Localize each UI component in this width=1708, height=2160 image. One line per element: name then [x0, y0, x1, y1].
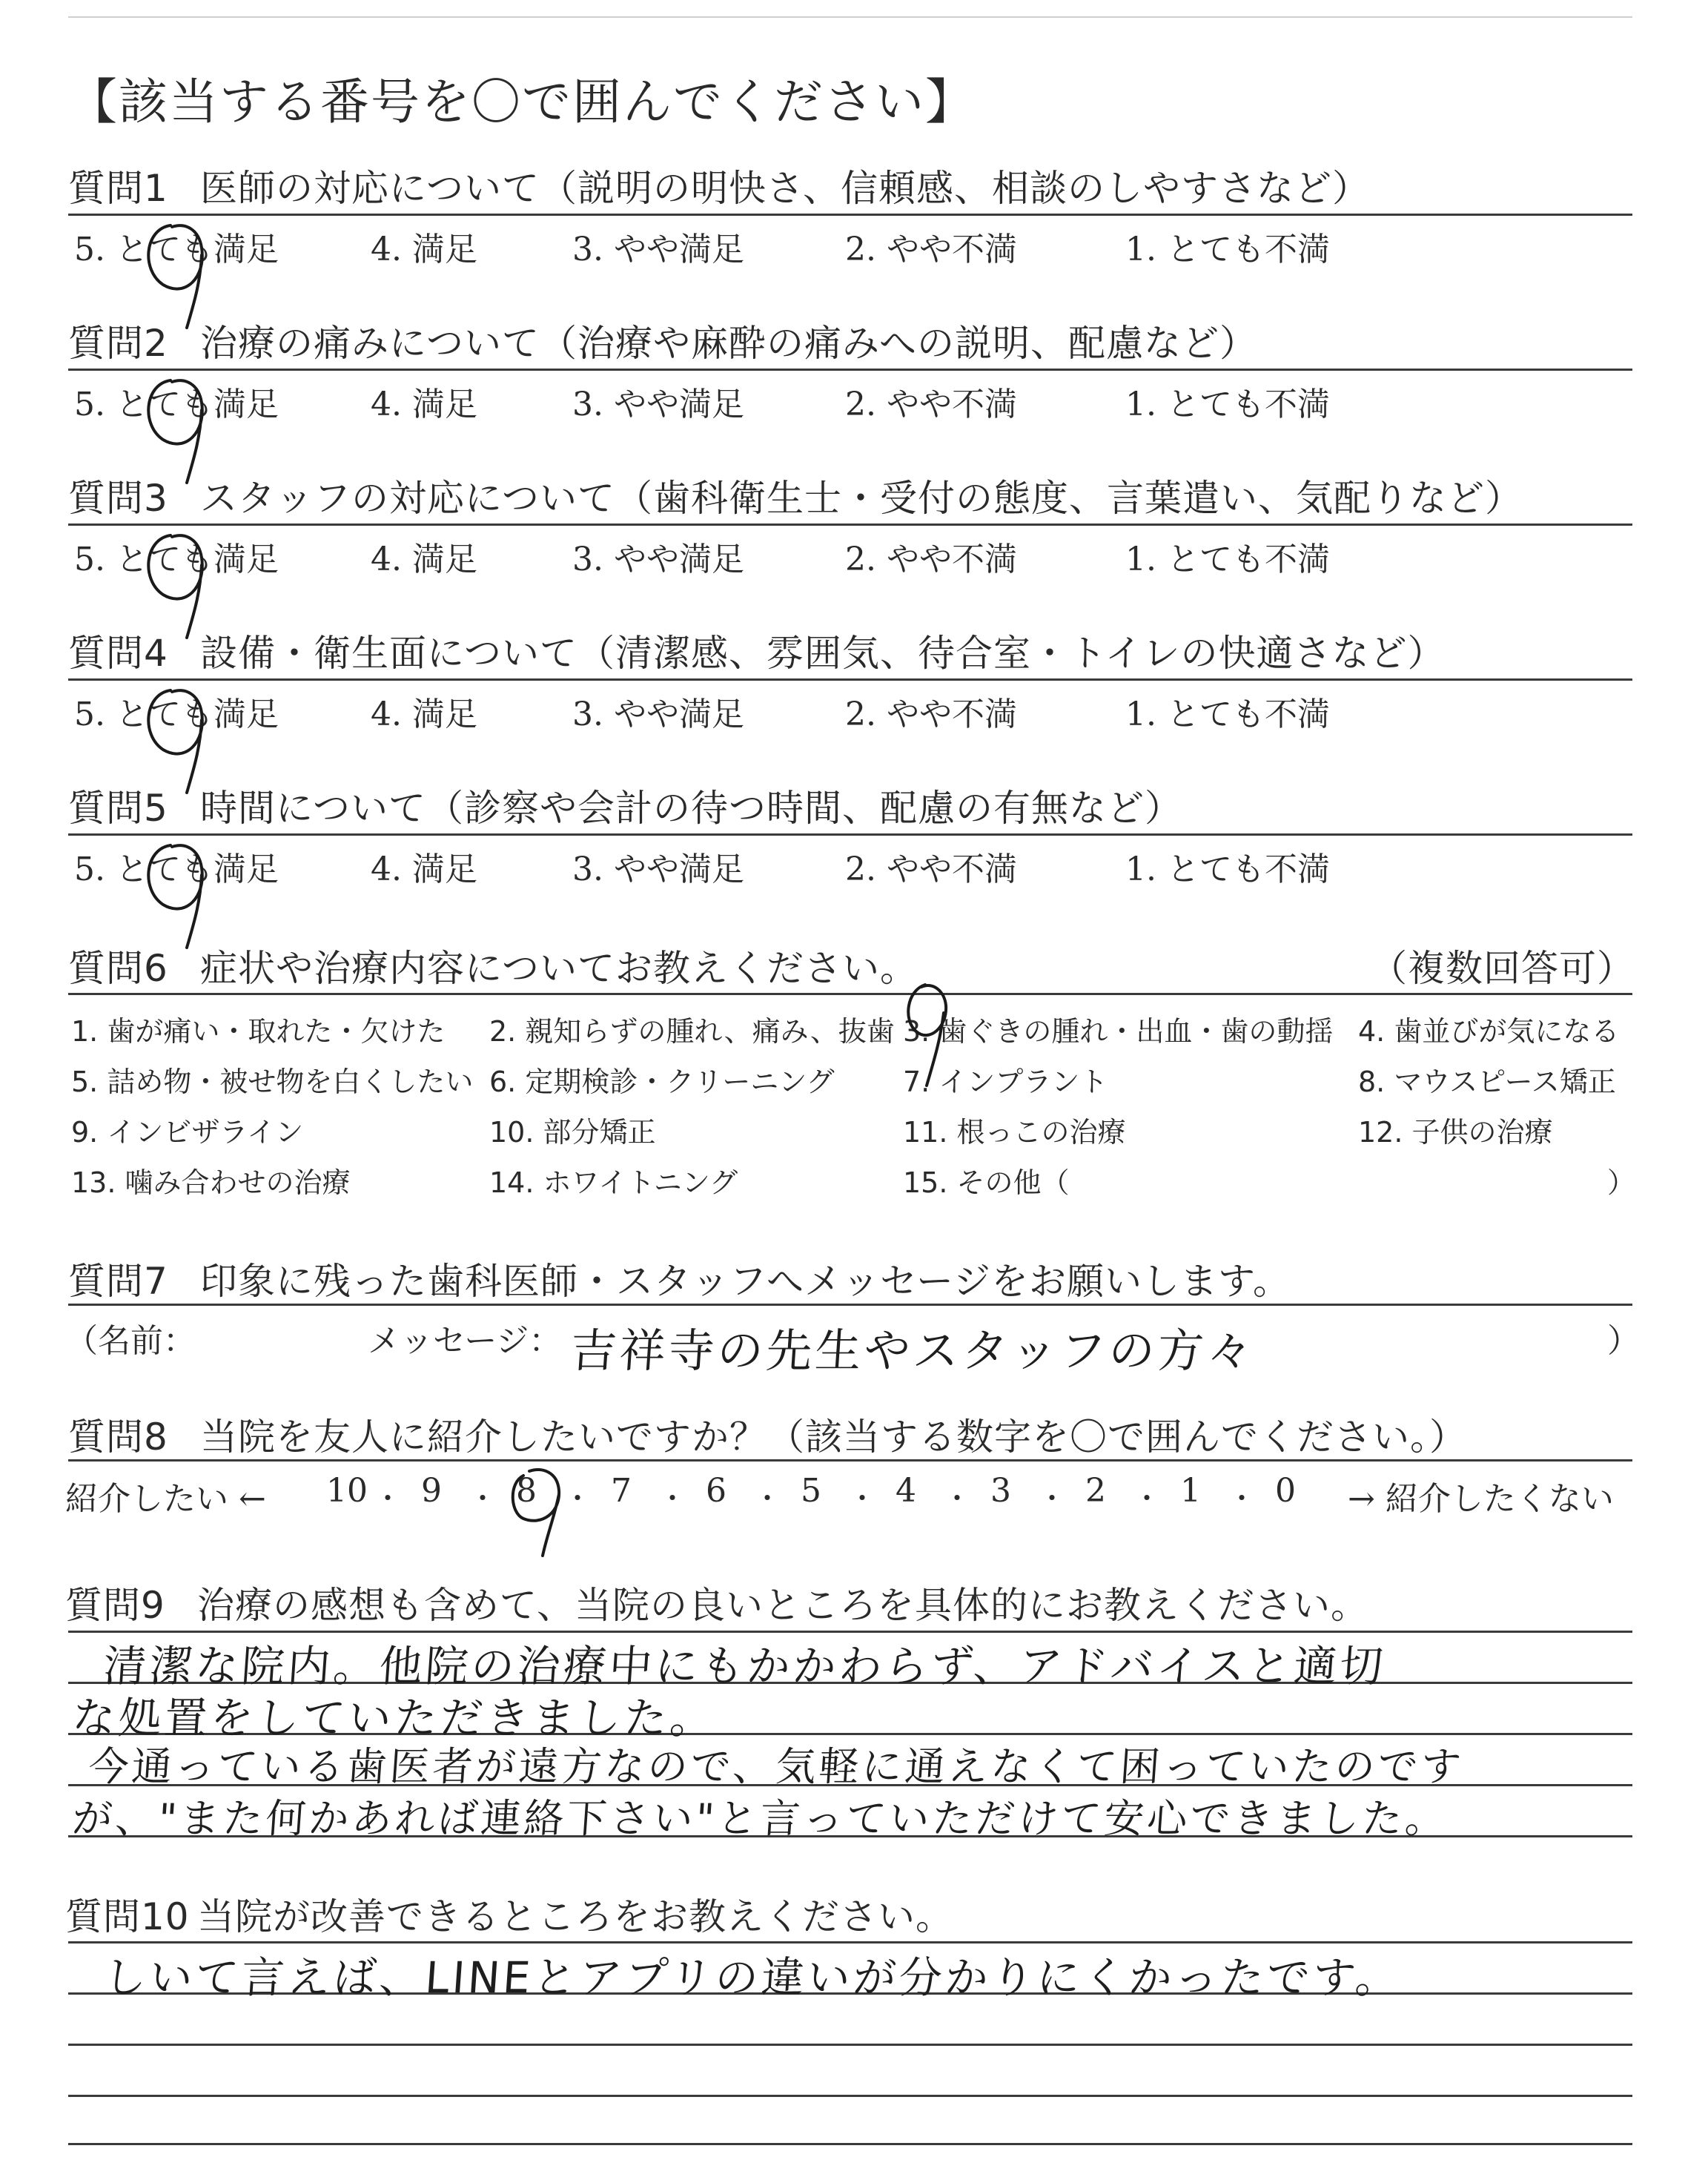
rating-option[interactable]: 4. 満足 [371, 696, 477, 733]
symptom-option[interactable]: 1. 歯が痛い・取れた・欠けた [71, 1015, 446, 1048]
underline [68, 1304, 1632, 1306]
question-text: 症状や治療内容についてお教えください。 [200, 947, 918, 990]
rating-option[interactable]: 3. やや満足 [572, 541, 744, 578]
underline [68, 833, 1632, 836]
rating-option[interactable]: 4. 満足 [371, 386, 477, 423]
handwritten-answer-line: な処置をしていただきました。 [70, 1693, 718, 1743]
question-2-title [68, 314, 1257, 367]
underline [68, 1459, 1632, 1462]
symptom-option[interactable]: 15. その他（ [903, 1166, 1070, 1199]
rating-option[interactable]: 2. やや不満 [845, 386, 1017, 423]
question-number: 質問7 [68, 1260, 168, 1303]
scale-separator: ・ [563, 1482, 592, 1515]
symptom-option[interactable]: 4. 歯並びが気になる [1358, 1015, 1620, 1048]
scale-value[interactable]: 2 [1085, 1472, 1106, 1510]
symptom-option[interactable]: 10. 部分矯正 [489, 1116, 656, 1149]
rating-option[interactable]: 2. やや不満 [845, 696, 1017, 733]
question-number: 質問4 [68, 632, 168, 675]
question-text: 印象に残った歯科医師・スタッフへメッセージをお願いします。 [200, 1260, 1291, 1303]
question-text: 医師の対応について（説明の明快さ、信頼感、相談のしやすさなど） [200, 167, 1370, 210]
rating-option[interactable]: 1. とても不満 [1125, 541, 1330, 578]
scale-separator: ・ [1228, 1482, 1257, 1515]
question-10-title [65, 1887, 953, 1941]
scale-value[interactable]: 4 [896, 1472, 916, 1510]
symptom-option[interactable]: 7. インプラント [903, 1066, 1108, 1098]
rating-option[interactable]: 1. とても不満 [1125, 696, 1330, 733]
question-number: 質問5 [68, 787, 168, 830]
scale-separator: ・ [1133, 1482, 1162, 1515]
not-recommend-label: → 紹介したくない [1348, 1480, 1614, 1518]
question-text: 治療の痛みについて（治療や麻酔の痛みへの説明、配慮など） [200, 322, 1257, 365]
symptom-option[interactable]: 14. ホワイトニング [489, 1166, 738, 1199]
question-9-title [65, 1576, 1368, 1629]
question-3-title [68, 469, 1523, 522]
scale-separator: ・ [1038, 1482, 1067, 1515]
symptom-option[interactable]: 8. マウスピース矯正 [1358, 1066, 1616, 1098]
handwritten-answer-line: しいて言えば、LINEとアプリの違いが分かりにくかったです。 [102, 1952, 1403, 2003]
question-number: 質問9 [65, 1584, 165, 1627]
question-text: 設備・衛生面について（清潔感、雰囲気、待合室・トイレの快適さなど） [200, 632, 1446, 675]
recommend-label: 紹介したい ← [65, 1480, 266, 1518]
symptom-option[interactable]: 6. 定期検診・クリーニング [489, 1066, 835, 1098]
scale-separator: ・ [658, 1482, 687, 1515]
handwritten-answer-line: 今通っている歯医者が遠方なので、気軽に通えなくて困っていたのです [87, 1743, 1466, 1790]
rating-option[interactable]: 5. とても満足 [74, 231, 279, 268]
question-text: 当院が改善できるところをお教えください。 [197, 1895, 953, 1938]
question-number: 質問2 [68, 322, 168, 365]
underline [68, 214, 1632, 216]
rating-option[interactable]: 5. とても満足 [74, 386, 279, 423]
rating-option[interactable]: 2. やや不満 [845, 541, 1017, 578]
rating-option[interactable]: 3. やや満足 [572, 386, 744, 423]
scale-value[interactable]: 3 [990, 1472, 1011, 1510]
underline [68, 524, 1632, 526]
symptom-option[interactable]: 9. インビザライン [71, 1116, 304, 1149]
scale-value[interactable]: 6 [706, 1472, 726, 1510]
handwritten-answer-line: が、"また何かあれば連絡下さい"と言っていただけて安心できました。 [70, 1795, 1450, 1842]
question-number: 質問3 [68, 477, 168, 520]
page-title: 【該当する番号を〇で囲んでください】 [68, 73, 976, 131]
rating-option[interactable]: 3. やや満足 [572, 696, 744, 733]
answer-line [68, 2044, 1632, 2046]
handwritten-message: 吉祥寺の先生やスタッフの方々 [569, 1324, 1258, 1378]
question-text: 時間について（診察や会計の待つ時間、配慮の有無など） [200, 787, 1182, 830]
question-4-title [68, 624, 1446, 677]
scale-value[interactable]: 0 [1275, 1472, 1296, 1510]
scale-separator: ・ [848, 1482, 877, 1515]
question-text: 当院を友人に紹介したいですか？（該当する数字を〇で囲んでください。） [200, 1416, 1467, 1459]
scale-separator: ・ [469, 1482, 497, 1515]
scale-value[interactable]: 7 [611, 1472, 632, 1510]
scale-value[interactable]: 1 [1180, 1472, 1201, 1510]
question-6-title [68, 939, 918, 992]
close-paren: ） [1607, 1166, 1636, 1199]
question-number: 質問8 [68, 1416, 168, 1459]
rating-option[interactable]: 1. とても不満 [1125, 851, 1330, 888]
question-text: 治療の感想も含めて、当院の良いところを具体的にお教えください。 [197, 1584, 1368, 1627]
symptom-option[interactable]: 12. 子供の治療 [1358, 1116, 1553, 1149]
question-8-title [68, 1407, 1467, 1461]
question-number: 質問10 [65, 1895, 190, 1938]
rating-option[interactable]: 3. やや満足 [572, 851, 744, 888]
rating-option[interactable]: 1. とても不満 [1125, 386, 1330, 423]
rating-option[interactable]: 3. やや満足 [572, 231, 744, 268]
multiple-answers-note: （複数回答可） [1370, 947, 1635, 990]
rating-option[interactable]: 4. 満足 [371, 231, 477, 268]
question-number: 質問6 [68, 947, 168, 990]
question-5-title [68, 779, 1182, 832]
close-paren: ） [1607, 1322, 1640, 1360]
question-number: 質問1 [68, 167, 168, 210]
name-label: （名前： [65, 1322, 196, 1360]
symptom-option[interactable]: 2. 親知らずの腫れ、痛み、抜歯 [489, 1015, 895, 1048]
scale-value[interactable]: 5 [801, 1472, 821, 1510]
scale-value[interactable]: 10 [326, 1472, 368, 1510]
scale-value[interactable]: 8 [516, 1472, 537, 1510]
underline [68, 369, 1632, 371]
question-7-title [68, 1252, 1291, 1305]
symptom-option[interactable]: 11. 根っこの治療 [903, 1116, 1126, 1149]
underline [68, 678, 1632, 681]
handwritten-answer-line: 清潔な院内。他院の治療中にもかかわらず、アドバイスと適切 [102, 1641, 1388, 1691]
message-label: メッセージ： [368, 1322, 562, 1360]
symptom-option[interactable]: 13. 噛み合わせの治療 [71, 1166, 351, 1199]
rating-option[interactable]: 5. とても満足 [74, 851, 279, 888]
scan-top-edge [68, 16, 1632, 18]
question-text: スタッフの対応について（歯科衛生士・受付の態度、言葉遣い、気配りなど） [200, 477, 1523, 520]
rating-option[interactable]: 2. やや不満 [845, 231, 1017, 268]
question-1-title [68, 159, 1370, 212]
rating-option[interactable]: 1. とても不満 [1125, 231, 1330, 268]
answer-line [68, 2095, 1632, 2097]
rating-option[interactable]: 5. とても満足 [74, 541, 279, 578]
symptom-option[interactable]: 5. 詰め物・被せ物を白くしたい [71, 1066, 474, 1098]
underline [68, 993, 1632, 995]
symptom-option[interactable]: 3. 歯ぐきの腫れ・出血・歯の動揺 [903, 1015, 1334, 1048]
rating-option[interactable]: 2. やや不満 [845, 851, 1017, 888]
scale-value[interactable]: 9 [421, 1472, 442, 1510]
rating-option[interactable]: 5. とても満足 [74, 696, 279, 733]
rating-option[interactable]: 4. 満足 [371, 851, 477, 888]
scale-separator: ・ [943, 1482, 972, 1515]
rating-option[interactable]: 4. 満足 [371, 541, 477, 578]
answer-line [68, 2143, 1632, 2145]
scale-separator: ・ [753, 1482, 782, 1515]
scale-separator: ・ [374, 1482, 403, 1515]
